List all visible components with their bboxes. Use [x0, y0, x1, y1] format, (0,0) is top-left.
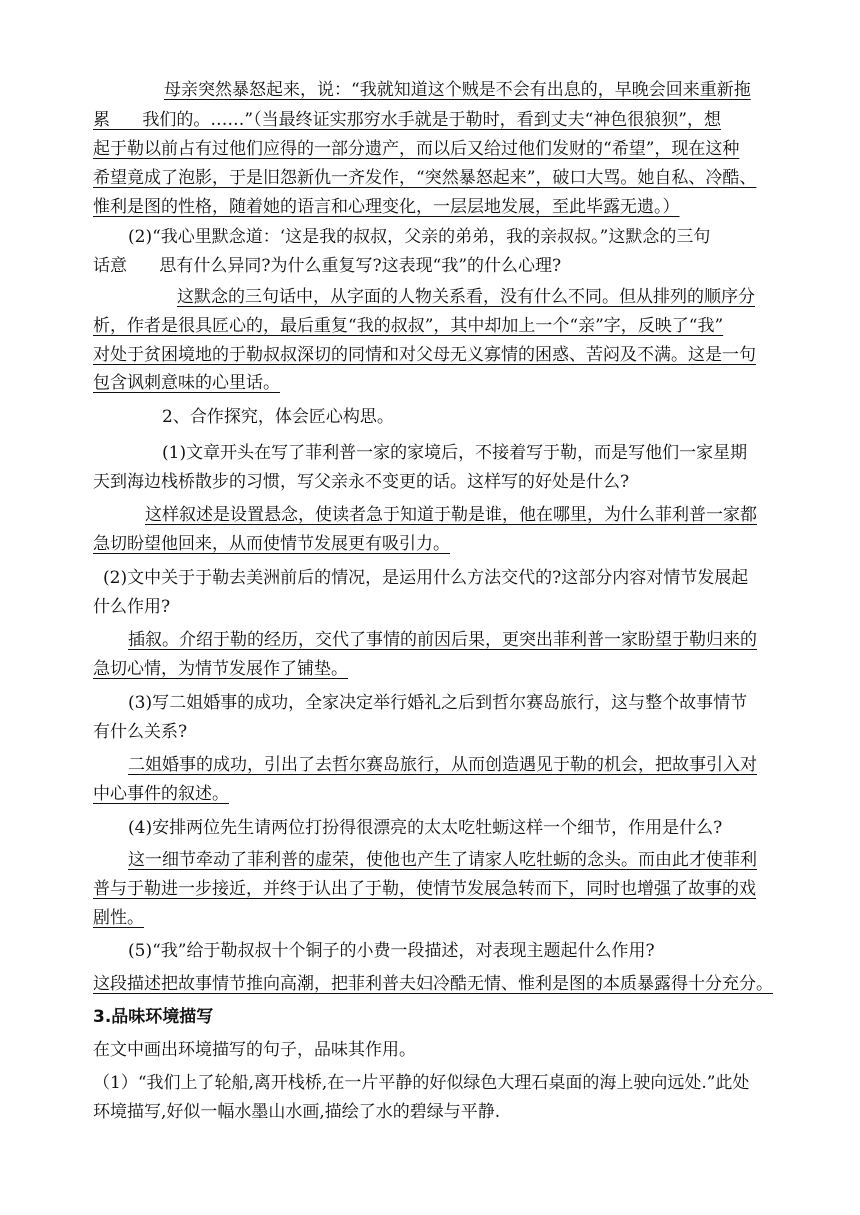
- answer-text-line: 包含讽刺意味的心里话。: [93, 373, 280, 393]
- answer-text-line: 这段描述把故事情节推向高潮，把菲利普夫妇冷酷无情、惟利是图的本质暴露得十分充分。: [93, 974, 773, 994]
- text-line: (4)安排两位先生请两位打扮得很漂亮的太太吃牡蛎这样一个细节，作用是什么?: [128, 818, 723, 838]
- text-line: (5)“我”给于勒叔叔十个铜子的小费一段描述，对表现主题起什么作用?: [128, 941, 655, 961]
- answer-text-line: 急切心情，为情节发展作了铺垫。: [93, 659, 348, 679]
- text-line: 天到海边栈桥散步的习惯，写父亲永不变更的话。这样写的好处是什么?: [93, 472, 630, 492]
- answer-text-line: 二姐婚事的成功，引出了去哲尔赛岛旅行，从而创造遇见于勒的机会，把故事引入对: [128, 755, 757, 775]
- text-line: (1)文章开头在写了菲利普一家的家境后，不接着写于勒，而是写他们一家星期: [162, 443, 748, 463]
- answer-text-line: 中心事件的叙述。: [93, 784, 229, 804]
- text-line: (3)写二姐婚事的成功，全家决定举行婚礼之后到哲尔赛岛旅行，这与整个故事情节: [128, 693, 748, 713]
- text-line: 2、合作探究，体会匠心构思。: [162, 407, 394, 427]
- answer-text-line: 起于勒以前占有过他们应得的一部分遗产，而以后又给过他们发财的“希望”，现在这种: [93, 139, 740, 159]
- answer-text-line: 累 我们的。……”（当最终证实那穷水手就是于勒时，看到丈夫“神色很狼狈”，想: [93, 110, 721, 130]
- text-line: 在文中画出环境描写的句子，品味其作用。: [93, 1040, 416, 1060]
- answer-text-line: 这一细节牵动了菲利普的虚荣，使他也产生了请家人吃牡蛎的念头。而由此才使菲利: [128, 850, 757, 870]
- answer-text-line: 希望竟成了泡影，于是旧怨新仇一齐发作，“突然暴怒起来”，破口大骂。她自私、冷酷、: [93, 168, 757, 188]
- text-line: (2)文中关于于勒去美洲前后的情况，是运用什么方法交代的?这部分内容对情节发展起: [103, 568, 749, 588]
- text-line: 话意 思有什么异同?为什么重复写?这表现“我”的什么心理?: [93, 256, 562, 276]
- answer-text-line: 普与于勒进一步接近，并终于认出了于勒，使情节发展急转而下，同时也增强了故事的戏: [93, 879, 756, 899]
- text-line: 什么作用?: [93, 597, 171, 617]
- answer-text-line: 急切盼望他回来，从而使情节发展更有吸引力。: [93, 534, 450, 554]
- answer-text-line: 析，作者是很具匠心的，最后重复“我的叔叔”，其中却加上一个“亲”字，反映了“我”: [93, 316, 724, 336]
- answer-text-line: 对处于贫困境地的于勒叔叔深切的同情和对父母无义寡情的困惑、苦闷及不满。这是一句: [93, 345, 756, 365]
- answer-text-line: 剧性。: [93, 908, 144, 928]
- text-line: (2)“我心里默念道：‘这是我的叔叔，父亲的弟弟，我的亲叔叔。”这默念的三句: [128, 227, 711, 247]
- answer-text-line: 惟利是图的性格，随着她的语言和心理变化，一层层地发展，至此毕露无遗。）: [93, 197, 680, 217]
- section-heading: 3.品味环境描写: [93, 1007, 214, 1027]
- answer-text-line: 插叙。介绍于勒的经历，交代了事情的前因后果，更突出菲利普一家盼望于勒归来的: [128, 630, 757, 650]
- text-line: （1）“我们上了轮船,离开栈桥,在一片平静的好似绿色大理石桌面的海上驶向远处.”此处: [93, 1073, 750, 1093]
- text-line: 有什么关系?: [93, 722, 188, 742]
- answer-text-line: 这默念的三句话中，从字面的人物关系看，没有什么不同。但从排列的顺序分: [177, 287, 755, 307]
- answer-text-line: 这样叙述是设置悬念，使读者急于知道于勒是谁，他在哪里，为什么菲利普一家都: [145, 505, 757, 525]
- answer-text-line: 母亲突然暴怒起来，说：“我就知道这个贼是不会有出息的，早晚会回来重新拖: [164, 80, 751, 100]
- text-line: 环境描写,好似一幅水墨山水画,描绘了水的碧绿与平静.: [93, 1102, 501, 1122]
